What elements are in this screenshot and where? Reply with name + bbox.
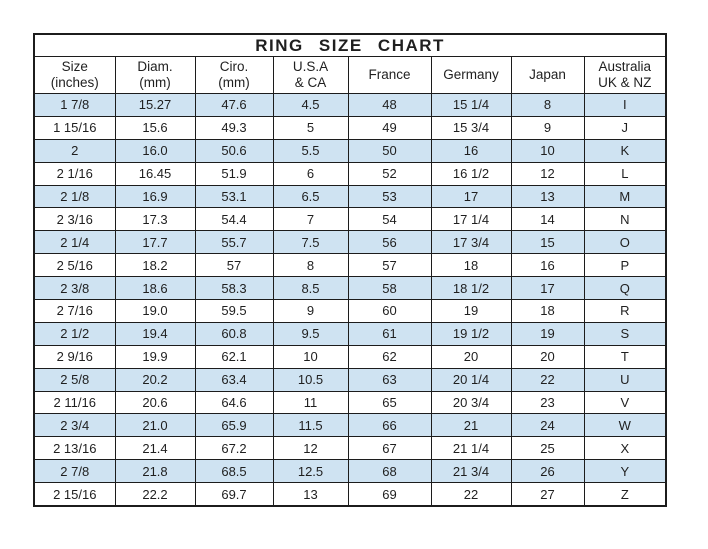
- cell-france: 50: [348, 139, 431, 162]
- cell-size_inches: 2 15/16: [34, 483, 115, 506]
- cell-australia_uk_nz: T: [584, 345, 666, 368]
- cell-australia_uk_nz: R: [584, 300, 666, 323]
- cell-france: 54: [348, 208, 431, 231]
- cell-japan: 15: [511, 231, 584, 254]
- cell-usa_ca: 5.5: [273, 139, 348, 162]
- cell-germany: 17 3/4: [431, 231, 511, 254]
- table-row: [34, 254, 666, 277]
- column-header-sublabel: & CA: [294, 75, 327, 90]
- cell-diam_mm: 22.2: [115, 483, 195, 506]
- cell-size_inches: 2 9/16: [34, 345, 115, 368]
- cell-japan: 10: [511, 139, 584, 162]
- column-header-size_inches: [34, 57, 115, 94]
- cell-diam_mm: 18.2: [115, 254, 195, 277]
- cell-japan: 13: [511, 185, 584, 208]
- column-header-ciro_mm: [195, 57, 273, 94]
- cell-ciro_mm: 58.3: [195, 277, 273, 300]
- cell-france: 66: [348, 414, 431, 437]
- cell-usa_ca: 9: [273, 300, 348, 323]
- cell-germany: 17 1/4: [431, 208, 511, 231]
- cell-usa_ca: 11: [273, 391, 348, 414]
- cell-japan: 19: [511, 322, 584, 345]
- cell-ciro_mm: 50.6: [195, 139, 273, 162]
- cell-japan: 26: [511, 460, 584, 483]
- cell-usa_ca: 11.5: [273, 414, 348, 437]
- cell-australia_uk_nz: Z: [584, 483, 666, 506]
- cell-size_inches: 1 7/8: [34, 94, 115, 117]
- cell-australia_uk_nz: P: [584, 254, 666, 277]
- table-row: [34, 208, 666, 231]
- cell-japan: 22: [511, 368, 584, 391]
- cell-france: 52: [348, 162, 431, 185]
- cell-size_inches: 2 3/8: [34, 277, 115, 300]
- column-header-france: [348, 57, 431, 94]
- cell-diam_mm: 19.0: [115, 300, 195, 323]
- cell-usa_ca: 10: [273, 345, 348, 368]
- cell-diam_mm: 21.0: [115, 414, 195, 437]
- table-row: [34, 300, 666, 323]
- cell-japan: 24: [511, 414, 584, 437]
- cell-germany: 20 1/4: [431, 368, 511, 391]
- table-body: [34, 94, 666, 507]
- table-row: [34, 94, 666, 117]
- table-row: [34, 391, 666, 414]
- table-row: [34, 277, 666, 300]
- cell-australia_uk_nz: X: [584, 437, 666, 460]
- cell-japan: 18: [511, 300, 584, 323]
- cell-australia_uk_nz: S: [584, 322, 666, 345]
- column-header-sublabel: (mm): [139, 75, 171, 90]
- cell-diam_mm: 15.6: [115, 116, 195, 139]
- cell-germany: 21: [431, 414, 511, 437]
- cell-size_inches: 1 15/16: [34, 116, 115, 139]
- cell-diam_mm: 16.0: [115, 139, 195, 162]
- ring-size-table: [33, 33, 667, 507]
- cell-usa_ca: 7.5: [273, 231, 348, 254]
- cell-france: 63: [348, 368, 431, 391]
- cell-germany: 19 1/2: [431, 322, 511, 345]
- cell-ciro_mm: 62.1: [195, 345, 273, 368]
- cell-ciro_mm: 60.8: [195, 322, 273, 345]
- cell-ciro_mm: 47.6: [195, 94, 273, 117]
- column-header-row: [34, 57, 666, 94]
- cell-australia_uk_nz: U: [584, 368, 666, 391]
- cell-diam_mm: 16.45: [115, 162, 195, 185]
- cell-australia_uk_nz: J: [584, 116, 666, 139]
- column-header-label: France: [368, 67, 411, 83]
- cell-france: 48: [348, 94, 431, 117]
- cell-japan: 9: [511, 116, 584, 139]
- cell-usa_ca: 6: [273, 162, 348, 185]
- table-row: [34, 322, 666, 345]
- cell-size_inches: 2 3/16: [34, 208, 115, 231]
- cell-ciro_mm: 64.6: [195, 391, 273, 414]
- cell-germany: 17: [431, 185, 511, 208]
- cell-france: 65: [348, 391, 431, 414]
- cell-usa_ca: 6.5: [273, 185, 348, 208]
- cell-ciro_mm: 63.4: [195, 368, 273, 391]
- table-row: [34, 483, 666, 506]
- table-row: [34, 231, 666, 254]
- cell-diam_mm: 19.4: [115, 322, 195, 345]
- cell-diam_mm: 21.4: [115, 437, 195, 460]
- cell-ciro_mm: 54.4: [195, 208, 273, 231]
- cell-australia_uk_nz: V: [584, 391, 666, 414]
- column-header-diam_mm: [115, 57, 195, 94]
- cell-germany: 21 1/4: [431, 437, 511, 460]
- table-row: [34, 116, 666, 139]
- table-row: [34, 368, 666, 391]
- cell-france: 60: [348, 300, 431, 323]
- cell-size_inches: 2 11/16: [34, 391, 115, 414]
- cell-germany: 20 3/4: [431, 391, 511, 414]
- cell-japan: 12: [511, 162, 584, 185]
- cell-usa_ca: 9.5: [273, 322, 348, 345]
- cell-australia_uk_nz: Q: [584, 277, 666, 300]
- cell-size_inches: 2 5/8: [34, 368, 115, 391]
- cell-france: 69: [348, 483, 431, 506]
- column-header-sublabel: UK & NZ: [598, 75, 652, 90]
- cell-germany: 15 3/4: [431, 116, 511, 139]
- cell-australia_uk_nz: N: [584, 208, 666, 231]
- cell-size_inches: 2: [34, 139, 115, 162]
- title-row: [34, 34, 666, 57]
- cell-germany: 16: [431, 139, 511, 162]
- cell-australia_uk_nz: M: [584, 185, 666, 208]
- table-row: [34, 460, 666, 483]
- cell-diam_mm: 17.7: [115, 231, 195, 254]
- cell-diam_mm: 16.9: [115, 185, 195, 208]
- cell-ciro_mm: 69.7: [195, 483, 273, 506]
- column-header-label: Size: [61, 59, 88, 75]
- cell-germany: 22: [431, 483, 511, 506]
- column-header-sublabel: (inches): [50, 75, 99, 90]
- cell-diam_mm: 19.9: [115, 345, 195, 368]
- cell-diam_mm: 20.6: [115, 391, 195, 414]
- cell-ciro_mm: 55.7: [195, 231, 273, 254]
- cell-france: 61: [348, 322, 431, 345]
- cell-usa_ca: 12.5: [273, 460, 348, 483]
- column-header-label: Germany: [443, 67, 499, 83]
- cell-japan: 17: [511, 277, 584, 300]
- column-header-japan: [511, 57, 584, 94]
- cell-diam_mm: 21.8: [115, 460, 195, 483]
- column-header-germany: [431, 57, 511, 94]
- cell-ciro_mm: 67.2: [195, 437, 273, 460]
- cell-france: 49: [348, 116, 431, 139]
- cell-germany: 21 3/4: [431, 460, 511, 483]
- cell-usa_ca: 4.5: [273, 94, 348, 117]
- cell-germany: 15 1/4: [431, 94, 511, 117]
- cell-usa_ca: 13: [273, 483, 348, 506]
- cell-japan: 27: [511, 483, 584, 506]
- cell-germany: 16 1/2: [431, 162, 511, 185]
- column-header-label: Japan: [529, 67, 566, 83]
- column-header-label: Ciro.: [219, 59, 249, 75]
- chart-title: RING SIZE CHART: [34, 34, 666, 57]
- cell-diam_mm: 18.6: [115, 277, 195, 300]
- table-row: [34, 139, 666, 162]
- column-header-label: Diam.: [137, 59, 173, 75]
- cell-diam_mm: 17.3: [115, 208, 195, 231]
- cell-germany: 19: [431, 300, 511, 323]
- cell-japan: 16: [511, 254, 584, 277]
- cell-france: 62: [348, 345, 431, 368]
- cell-ciro_mm: 68.5: [195, 460, 273, 483]
- cell-size_inches: 2 13/16: [34, 437, 115, 460]
- cell-ciro_mm: 59.5: [195, 300, 273, 323]
- cell-ciro_mm: 53.1: [195, 185, 273, 208]
- cell-france: 53: [348, 185, 431, 208]
- cell-japan: 14: [511, 208, 584, 231]
- cell-france: 67: [348, 437, 431, 460]
- column-header-label: Australia: [598, 59, 652, 75]
- cell-diam_mm: 20.2: [115, 368, 195, 391]
- table-row: [34, 414, 666, 437]
- table-row: [34, 162, 666, 185]
- cell-usa_ca: 7: [273, 208, 348, 231]
- cell-usa_ca: 8: [273, 254, 348, 277]
- column-header-sublabel: (mm): [218, 75, 250, 90]
- cell-ciro_mm: 65.9: [195, 414, 273, 437]
- cell-france: 58: [348, 277, 431, 300]
- table-row: [34, 345, 666, 368]
- cell-australia_uk_nz: O: [584, 231, 666, 254]
- cell-japan: 25: [511, 437, 584, 460]
- cell-japan: 20: [511, 345, 584, 368]
- cell-france: 68: [348, 460, 431, 483]
- cell-ciro_mm: 49.3: [195, 116, 273, 139]
- cell-japan: 23: [511, 391, 584, 414]
- cell-australia_uk_nz: W: [584, 414, 666, 437]
- cell-germany: 20: [431, 345, 511, 368]
- cell-usa_ca: 5: [273, 116, 348, 139]
- cell-australia_uk_nz: Y: [584, 460, 666, 483]
- cell-size_inches: 2 1/8: [34, 185, 115, 208]
- column-header-label: U.S.A: [292, 59, 329, 75]
- cell-australia_uk_nz: I: [584, 94, 666, 117]
- cell-size_inches: 2 3/4: [34, 414, 115, 437]
- cell-size_inches: 2 7/8: [34, 460, 115, 483]
- cell-size_inches: 2 7/16: [34, 300, 115, 323]
- cell-japan: 8: [511, 94, 584, 117]
- cell-size_inches: 2 1/2: [34, 322, 115, 345]
- cell-australia_uk_nz: L: [584, 162, 666, 185]
- cell-germany: 18: [431, 254, 511, 277]
- column-header-usa_ca: [273, 57, 348, 94]
- cell-france: 57: [348, 254, 431, 277]
- cell-ciro_mm: 57: [195, 254, 273, 277]
- column-header-australia_uk_nz: [584, 57, 666, 94]
- cell-france: 56: [348, 231, 431, 254]
- cell-usa_ca: 12: [273, 437, 348, 460]
- cell-diam_mm: 15.27: [115, 94, 195, 117]
- cell-ciro_mm: 51.9: [195, 162, 273, 185]
- cell-size_inches: 2 5/16: [34, 254, 115, 277]
- cell-germany: 18 1/2: [431, 277, 511, 300]
- cell-size_inches: 2 1/4: [34, 231, 115, 254]
- cell-usa_ca: 8.5: [273, 277, 348, 300]
- cell-usa_ca: 10.5: [273, 368, 348, 391]
- table-row: [34, 185, 666, 208]
- table-row: [34, 437, 666, 460]
- cell-australia_uk_nz: K: [584, 139, 666, 162]
- cell-size_inches: 2 1/16: [34, 162, 115, 185]
